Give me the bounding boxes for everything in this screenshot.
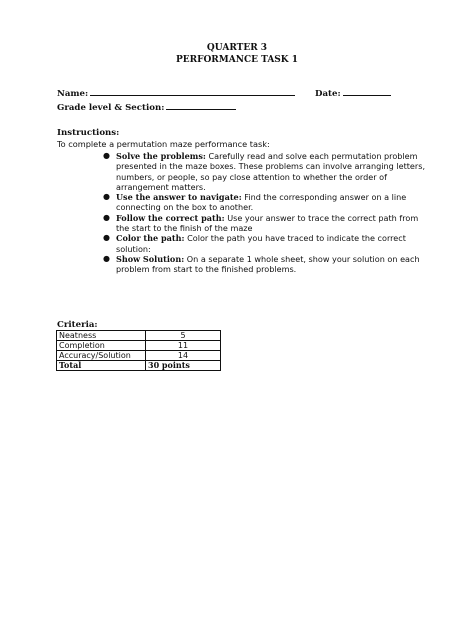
instructions-heading: Instructions:: [57, 128, 120, 138]
instruction-lead: Show Solution:: [116, 253, 185, 264]
instruction-item: [103, 233, 433, 254]
instruction-lead: Follow the correct path:: [116, 212, 225, 223]
table-row: [57, 331, 221, 341]
criterion-name: Accuracy/Solution: [57, 351, 146, 361]
quarter-title: QUARTER 3: [206, 43, 268, 53]
grade-section-label: Grade level & Section:: [57, 103, 165, 113]
grade-section-field: [57, 101, 236, 113]
total-points: 30 points: [146, 361, 221, 371]
name-field: [57, 87, 295, 99]
total-label: Total: [57, 361, 146, 371]
instruction-text: Carefully read and solve each permutation problem presented in the maze boxes. These problems can involve arranging letters, numbers, or people, so pay close attention to whether the order of arrangement matters.: [116, 151, 426, 192]
criterion-points: 14: [146, 351, 221, 361]
date-field: [315, 87, 391, 99]
criterion-points: 5: [146, 331, 221, 341]
name-label: Name:: [57, 89, 89, 99]
bullet-icon: ●: [103, 253, 110, 263]
criteria-heading: Criteria:: [57, 320, 98, 330]
instruction-lead: Color the path:: [116, 233, 185, 244]
task-title: PERFORMANCE TASK 1: [175, 55, 299, 65]
criterion-name: Neatness: [57, 331, 146, 341]
instruction-text: On a separate 1 whole sheet, show your solution on each problem from start to the finished problems.: [116, 253, 420, 275]
instruction-text: Color the path you have traced to indicate the correct solution:: [116, 233, 406, 254]
criterion-name: Completion: [57, 341, 146, 351]
instruction-item: [103, 213, 433, 234]
bullet-icon: ●: [103, 151, 110, 160]
instruction-item: [103, 254, 433, 275]
bullet-icon: ●: [103, 212, 110, 222]
table-row: [57, 351, 221, 361]
instruction-item: [103, 192, 433, 213]
table-row: [57, 341, 221, 351]
total-row: [57, 361, 221, 371]
instruction-text: Find the corresponding answer on a line connecting on the box to another.: [116, 192, 407, 213]
instruction-lead: Solve the problems:: [116, 151, 206, 161]
criterion-points: 11: [146, 341, 221, 351]
instruction-lead: Use the answer to navigate:: [116, 192, 242, 203]
instructions-intro: To complete a permutation maze performance task:: [57, 139, 270, 149]
instruction-text: Use your answer to trace the correct path from the start to the finish of the maze: [116, 212, 419, 234]
bullet-icon: ●: [103, 233, 110, 243]
instruction-item: [103, 151, 433, 192]
instructions-list: [103, 151, 433, 275]
date-label: Date:: [315, 89, 341, 99]
bullet-icon: ●: [103, 192, 110, 202]
name-blank-line: [90, 87, 295, 96]
criteria-table: [56, 330, 221, 371]
date-blank-line: [343, 87, 391, 96]
grade-section-blank-line: [166, 101, 236, 110]
